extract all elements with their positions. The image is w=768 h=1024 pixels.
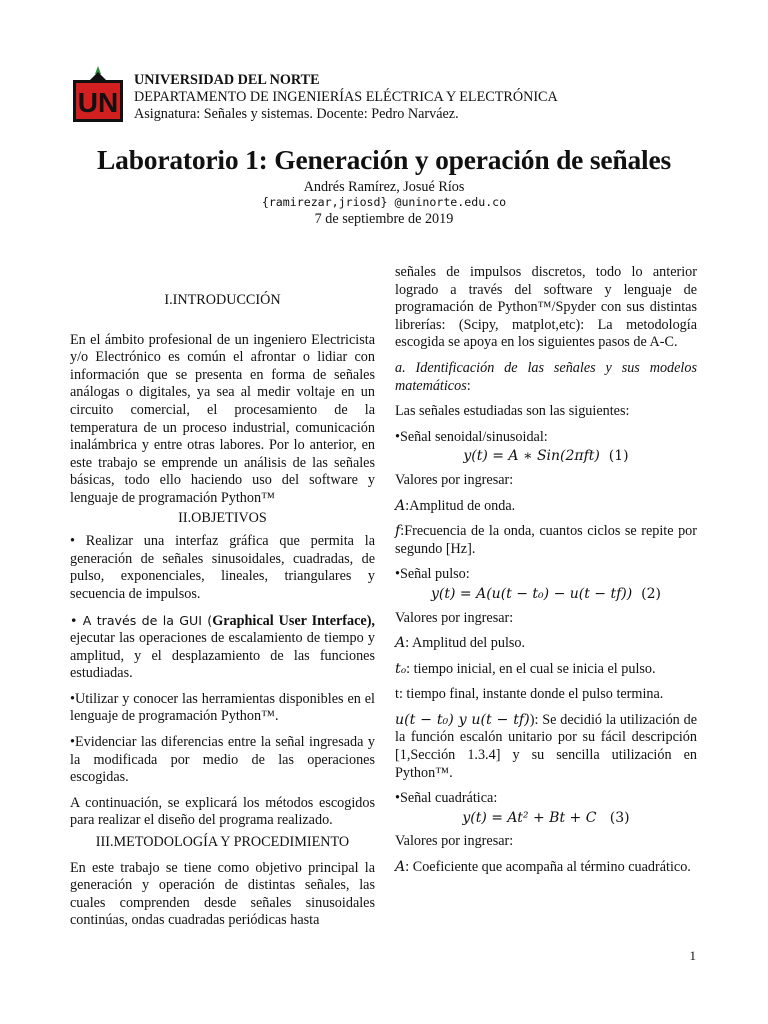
step-function-symbol: u(t − t₀) y u(t − tf) <box>395 711 530 728</box>
values-label: Valores por ingresar: <box>395 471 514 488</box>
param-symbol: tₒ <box>395 660 407 677</box>
methodology-heading: III.METODOLOGÍA Y PROCEDIMIENTO <box>95 834 350 851</box>
course-info: Asignatura: Señales y sistemas. Docente: Pedro Narváez. <box>134 106 459 122</box>
param-amplitude <box>395 498 697 516</box>
subsection-a-title: a. Identificación de las señales y sus modelos matemáticos <box>395 359 697 394</box>
param-desc: : tiempo inicial, en el cual se inicia el pulso. <box>406 660 656 677</box>
param-frequency <box>395 523 697 558</box>
paper-date: 7 de septiembre de 2019 <box>314 211 454 227</box>
param-desc: : Amplitud del pulso. <box>405 635 526 652</box>
quadratic-label: •Señal cuadrática: <box>395 790 498 807</box>
param-t0 <box>395 661 697 679</box>
methodology-paragraph: En este trabajo se tiene como objetivo principal la generación y operación de distintas señales, las cuales comprenden desde señales sinusoidales continúas, ondas cuadradas periódicas hasta <box>70 859 375 929</box>
objective-item <box>70 612 375 683</box>
department-name: DEPARTAMENTO DE INGENIERÍAS ELÉCTRICA Y ELECTRÓNICA <box>134 89 558 105</box>
equation-1-body: y(t) = A ∗ Sin(2πft) <box>463 448 600 465</box>
equation-2 <box>395 586 697 604</box>
equation-3 <box>395 810 697 828</box>
equation-3-body: y(t) = At² + Bt + C <box>462 809 597 826</box>
subsection-a <box>395 360 697 395</box>
param-desc: : Coeficiente que acompaña al término cuadrático. <box>405 859 691 876</box>
values-label: Valores por ingresar: <box>395 833 514 850</box>
objective-item: •Evidenciar las diferencias entre la señal ingresada y la modificada por medio de las operaciones escogidas. <box>70 734 375 786</box>
objectives-heading: II.OBJETIVOS <box>178 509 267 526</box>
param-desc: :Frecuencia de la onda, cuantos ciclos se repite por segundo [Hz]. <box>395 523 697 557</box>
objective-text: ejecutar las operaciones de escalamiento de tiempo y amplitud, y el desplazamiento de las funciones estudiadas. <box>70 630 375 682</box>
left-column <box>70 292 375 930</box>
objectives-followup: A continuación, se explicará los métodos escogidos para realizar el diseño del programa realizado. <box>70 794 375 829</box>
param-symbol: f <box>395 523 401 540</box>
page-number: 1 <box>689 948 696 963</box>
objective-prefix: • A través de la GUI ( <box>70 612 213 628</box>
param-coefficient <box>395 859 697 877</box>
institution-block <box>134 72 734 123</box>
equation-2-body: y(t) = A(u(t − t₀) − u(t − tf)) <box>431 585 633 602</box>
step-function-desc: ): Se decidió la utilización de la función escalón unitario por su fácil descripción [1,Sección 1.3.4] y su sencilla utilización en Python™. <box>395 711 697 781</box>
pulse-label: •Señal pulso: <box>395 566 470 583</box>
values-label: Valores por ingresar: <box>395 609 514 626</box>
step-function-note <box>395 712 697 782</box>
equation-1 <box>395 448 697 466</box>
authors: Andrés Ramírez, Josué Ríos <box>303 179 465 195</box>
university-name: UNIVERSIDAD DEL NORTE <box>134 72 320 88</box>
equation-2-number: (2) <box>641 585 661 602</box>
param-symbol: A <box>395 859 406 876</box>
objective-bold: Graphical User Interface), <box>212 612 375 629</box>
param-symbol: A <box>395 497 406 514</box>
methodology-continuation: señales de impulsos discretos, todo lo anterior logrado a través del software y lenguaje de programación de Python™/Spyder con sus distintas librerías: (Scipy, matplot,etc): La metodología escogida se apoya en los siguientes pasos de A-C. <box>395 264 697 351</box>
subsection-a-colon: : <box>466 377 471 394</box>
objective-item: • Realizar una interfaz gráfica que permita la generación de señales sinusoidales, cuadradas, de pulso, exponenciales, lineales, triangulares y secuencia de impulsos. <box>70 533 375 602</box>
objective-item: •Utilizar y conocer las herramientas disponibles en el lenguaje de programación Python™. <box>70 690 375 725</box>
equation-3-number: (3) <box>609 809 630 826</box>
param-tf: t: tiempo final, instante donde el pulso termina. <box>395 686 664 703</box>
param-desc: :Amplitud de onda. <box>405 497 516 514</box>
paper-title: Laboratorio 1: Generación y operación de señales <box>97 144 671 175</box>
right-column <box>395 264 697 877</box>
intro-paragraph: En el ámbito profesional de un ingeniero Electricista y/o Electrónico es común el afrontar o lidiar con información que se presenta en forma de señales análogas o digitales, ya sea al medir voltaje en un circuito comercial, el procesamiento de la temperatura de un proceso industrial, comunicación inalámbrica y entre otras labores. Por lo anterior, en este trabajo se emprende un análisis de las señales básicas, todo ello haciendo uso del software y lenguaje de programación Python™ <box>70 331 375 506</box>
signals-intro: Las señales estudiadas son las siguientes: <box>395 403 630 420</box>
param-amplitude <box>395 635 697 653</box>
param-symbol: A <box>395 635 406 652</box>
logo-text: UN <box>77 87 119 118</box>
intro-heading: I.INTRODUCCIÓN <box>164 292 281 308</box>
equation-1-number: (1) <box>608 448 629 465</box>
author-emails: {ramirezar,jriosd} @uninorte.edu.co <box>261 195 507 209</box>
university-logo-icon <box>70 66 126 124</box>
sine-label: •Señal senoidal/sinusoidal: <box>395 428 548 445</box>
